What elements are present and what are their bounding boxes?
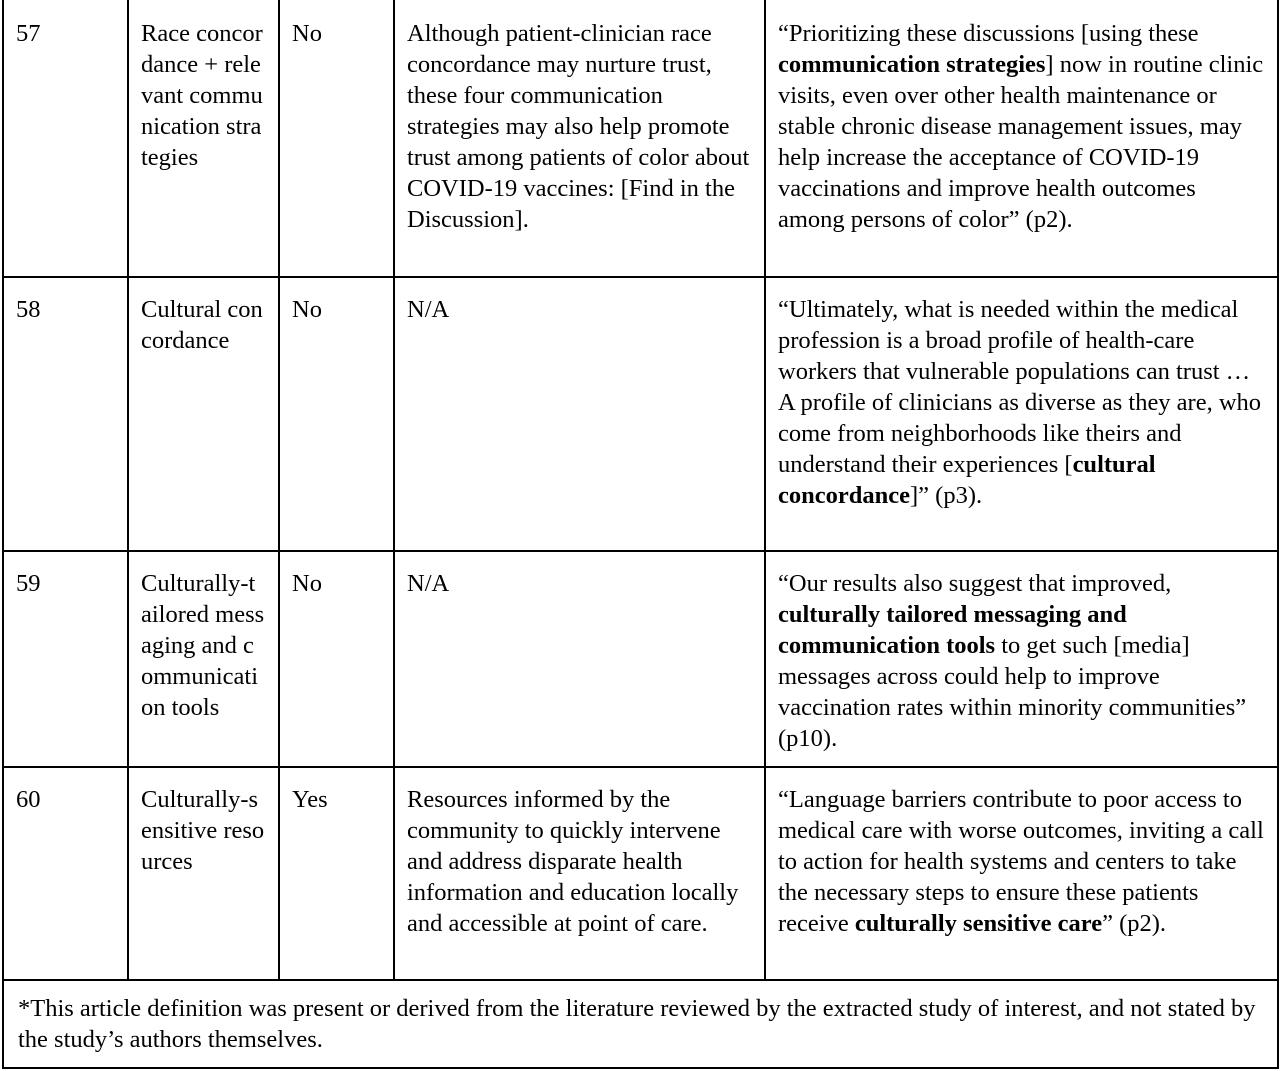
quote-bold-text: communication strategies [778, 51, 1046, 78]
quote-cell [765, 551, 1278, 767]
table-row [3, 767, 1278, 980]
row-number: 57 [3, 0, 128, 277]
quote-text: “Ultimately, what is needed within the medical profession is a broad profile of health-care workers that vulnerable populations can trust … A profile of clinicians as diverse as they are, who come from neighborhoods like theirs and understand their experiences [ [778, 296, 1268, 478]
table-row [3, 277, 1278, 551]
definitions-table [2, 0, 1279, 1069]
flag-cell: No [279, 551, 394, 767]
row-number: 58 [3, 277, 128, 551]
term-cell: Cultural concordance [128, 277, 279, 551]
flag-cell: Yes [279, 767, 394, 980]
footnote-row [3, 980, 1278, 1068]
table-row [3, 551, 1278, 767]
quote-cell [765, 277, 1278, 551]
term-cell: Race concordance + relevant communication strategies [128, 0, 279, 277]
quote-text: “Prioritizing these discussions [using these [778, 20, 1205, 47]
quote-bold-text: cultural concordance [778, 451, 1156, 509]
term-cell: Culturally-tailored messaging and communication tools [128, 551, 279, 767]
quote-bold-text: culturally sensitive care [854, 910, 1103, 937]
term-cell: Culturally-sensitive resources [128, 767, 279, 980]
definition-cell: N/A [394, 277, 765, 551]
quote-text: ]” (p3). [910, 482, 983, 509]
footnote: *This article definition was present or derived from the literature reviewed by the extracted study of interest, and not stated by the study’s authors themselves. [3, 980, 1278, 1068]
quote-text: ] now in routine clinic visits, even over other health maintenance or stable chronic disease management issues, may help increase the acceptance of COVID-19 vaccinations and improve health outcomes among persons of color” (p2). [778, 51, 1270, 233]
quote-cell [765, 767, 1278, 980]
flag-cell: No [279, 277, 394, 551]
row-number: 60 [3, 767, 128, 980]
quote-text: “Our results also suggest that improved, [778, 570, 1178, 597]
definition-cell: Resources informed by the community to quickly intervene and address disparate health information and education locally and accessible at point of care. [394, 767, 765, 980]
definition-cell: N/A [394, 551, 765, 767]
quote-text: to get such [media] messages across could help to improve vaccination rates within minority communities” (p10). [778, 632, 1253, 752]
quote-bold-text: culturally tailored messaging and communication tools [778, 601, 1127, 659]
row-number: 59 [3, 551, 128, 767]
definition-cell: Although patient-clinician race concordance may nurture trust, these four communication strategies may also help promote trust among patients of color about COVID-19 vaccines: [Find in the Discussion]. [394, 0, 765, 277]
quote-cell [765, 0, 1278, 277]
flag-cell: No [279, 0, 394, 277]
quote-text: “Language barriers contribute to poor access to medical care with worse outcomes, inviting a call to action for health systems and centers to take the necessary steps to ensure these patients receive [778, 786, 1270, 937]
table-row [3, 0, 1278, 277]
quote-text: ” (p2). [1102, 910, 1167, 937]
